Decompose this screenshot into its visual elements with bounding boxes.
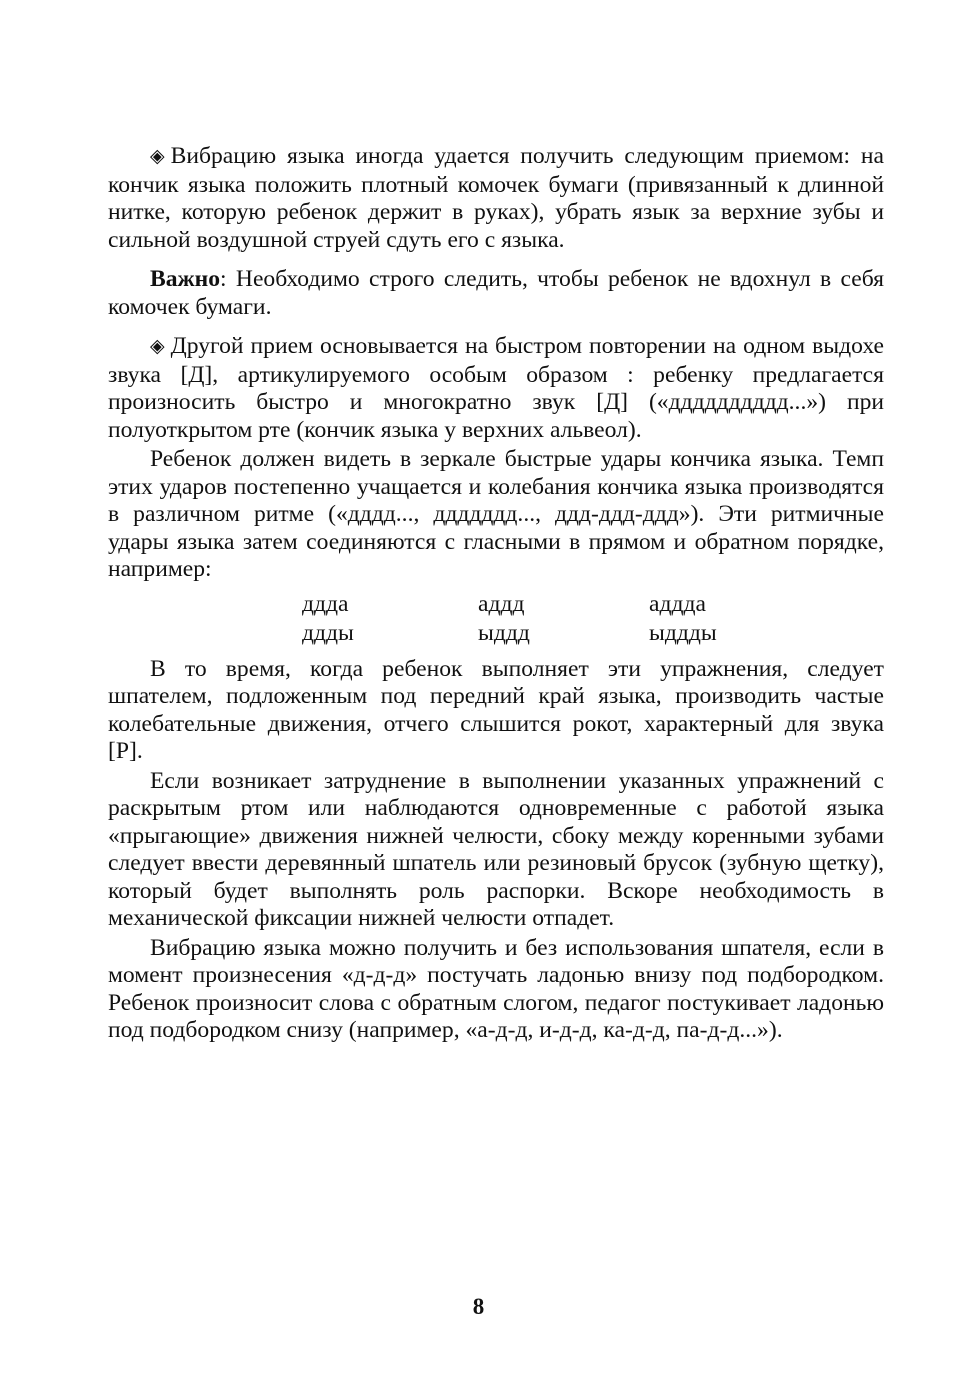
important-text: : Необходимо строго следить, чтобы ребенок не вдохнул в себя комочек бумаги.: [108, 266, 884, 320]
example-syllable: ыддд: [478, 619, 530, 646]
paragraph-3: [108, 333, 884, 444]
paragraph-1: [108, 143, 884, 254]
page-content: [108, 143, 884, 1045]
paragraph-3-text: Другой прием основывается на быстром повторении на одном выдохе звука [Д], артикулируемого особым образом : ребенку предлагается произносить быстро и многократно звук [Д] («дддддддддд...») при полуоткрытом рте (кончик языка у верхних альвеол).: [108, 333, 884, 443]
paragraph-7: Вибрацию языка можно получить и без использования шпателя, если в момент произнесения «д-д-д» постучать ладонью внизу под подбородком. Ребенок произносит слова с обратным слогом, педагог постукивает ладонью под подбородком снизу (например, «а-д-д, и-д-д, ка-д-д, па-д-д...»).: [108, 934, 884, 1043]
example-syllable: ддда: [302, 590, 349, 617]
paragraph-1-text: Вибрацию языка иногда удается получить следующим приемом: на кончик языка положить плотный комочек бумаги (привязанный к длинной нитке, которую ребенок держит в руках), убрать язык за верхние зубы и сильной воздушной струей сдуть его с языка.: [108, 143, 884, 253]
page-number: 8: [472, 1294, 485, 1319]
syllable-examples: [108, 590, 884, 648]
examples-row-1: [108, 590, 884, 618]
diamond-bullet-icon: ◈: [150, 145, 165, 167]
example-syllable: аддда: [649, 590, 706, 617]
example-syllable: ыддды: [649, 619, 717, 646]
examples-row-2: [108, 619, 884, 647]
diamond-bullet-icon: ◈: [150, 335, 165, 357]
paragraph-important: [108, 266, 884, 321]
important-label: Важно: [150, 266, 221, 292]
paragraph-5: В то время, когда ребенок выполняет эти упражнения, следует шпателем, подложенным под передний край языка, производить частые колебательные движения, отчего слышится рокот, характерный для звука [Р].: [108, 655, 884, 764]
paragraph-6: Если возникает затруднение в выполнении указанных упражнений с раскрытым ртом или наблюдаются одновременные с работой языка «прыгающие» движения нижней челюсти, сбоку между коренными зубами следует ввести деревянный шпатель или резиновый брусок (зубную щетку), который будет выполнять роль распорки. Вскоре необходимость в механической фиксации нижней челюсти отпадет.: [108, 767, 884, 931]
paragraph-4: Ребенок должен видеть в зеркале быстрые удары кончика языка. Темп этих ударов постепенно учащается и колебания кончика языка производятся в различном ритме («дддд..., ддддддд..., ддд-ддд-ддд»). Эти ритмичные удары языка затем соединяются с гласными в прямом и обратном порядке, например:: [108, 446, 884, 582]
example-syllable: ддды: [302, 619, 354, 646]
example-syllable: аддд: [478, 590, 525, 617]
